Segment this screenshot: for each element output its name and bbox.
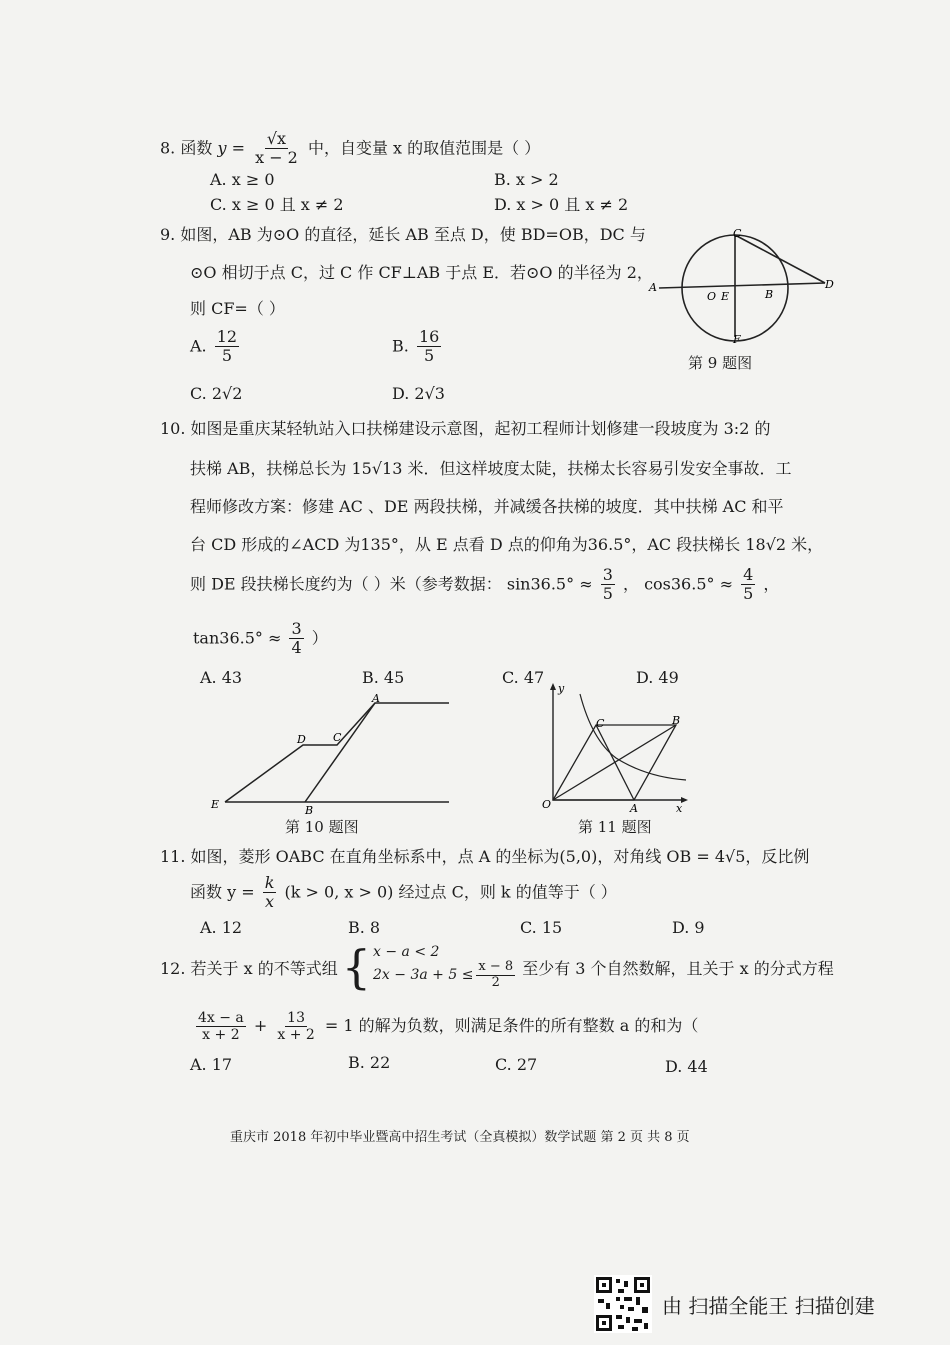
q11-label-y: y [558, 682, 565, 695]
q11-label-o: O [542, 798, 552, 811]
q8-option-b: B. x > 2 [494, 170, 559, 189]
q9-label-c: C [733, 227, 742, 240]
q12-line-2b: = 1 的解为负数，则满足条件的所有整数 a 的和为（ [324, 1016, 699, 1036]
q9-option-b [392, 328, 444, 366]
q12-line-1 [160, 940, 834, 995]
q11-line-1: 11. 如图，菱形 OABC 在直角坐标系中，点 A 的坐标为(5,0)，对角线 OB = 4√5，反比例 [160, 847, 810, 866]
q8-frac-denominator: x − 2 [255, 148, 298, 168]
q8-func-y: y = [217, 138, 245, 158]
q12-line-2 [193, 1010, 698, 1043]
q12-system-line-1: x − a < 2 [373, 944, 440, 960]
q9-option-d: D. 2√3 [392, 384, 445, 403]
q10-label-e: E [211, 798, 220, 811]
q12-option-a: A. 17 [190, 1055, 233, 1074]
q12-system-line-2a: 2x − 3a + 5 ≤ [373, 967, 474, 984]
q10-line-3: 程师修改方案：修建 AC 、DE 两段扶梯，并减缓各扶梯的坡度．其中扶梯 AC 和平 [190, 497, 784, 516]
q12-system-line-2 [373, 960, 518, 991]
q11-option-a: A. 12 [200, 918, 243, 937]
q10-sin-num: 3 [602, 565, 613, 584]
qr-code-icon [594, 1275, 652, 1333]
q11-line-2a: 函数 y = [190, 882, 255, 902]
q11-option-c: C. 15 [520, 918, 563, 937]
q12-option-c: C. 27 [495, 1055, 538, 1074]
q12-option-b: B. 22 [348, 1053, 391, 1072]
q10-line-4: 台 CD 形成的∠ACD 为135°，从 E 点看 D 点的仰角为36.5°，AC 段扶梯长 18√2 米， [190, 535, 824, 554]
q11-diagonal-ac [596, 725, 634, 800]
q9-label-d: D [825, 278, 834, 291]
q11-hyperbola [580, 694, 686, 780]
q12-eq-num-1: 4x − a [198, 1010, 244, 1026]
q11-y-arrow [550, 683, 556, 690]
q11-label-a: A [630, 802, 638, 815]
q12-line-1b: 至少有 3 个自然数解，且关于 x 的分式方程 [522, 958, 834, 978]
q10-figure-caption: 第 10 题图 [285, 818, 359, 836]
q11-line-2 [190, 874, 617, 912]
q9-option-b-frac [417, 328, 441, 366]
q9-label-f: F [733, 333, 741, 346]
q11-option-d: D. 9 [672, 918, 705, 937]
q10-tan-frac [289, 620, 303, 658]
q12-system-frac [476, 960, 515, 991]
q10-sin-frac [601, 566, 615, 604]
q9-option-b-label: B. [392, 336, 409, 356]
q10-line-1: 10. 如图是重庆某轻轨站入口扶梯建设示意图，起初工程师计划修建一段坡度为 3:2 的 [160, 419, 771, 438]
q12-system-den: 2 [491, 974, 500, 990]
q12-eq-den-2: x + 2 [277, 1027, 315, 1044]
q8-stem-text: 8. 函数 [160, 138, 213, 158]
q12-system [373, 944, 518, 991]
q9-option-a-num: 12 [216, 327, 238, 346]
q10-line-5c: ， [763, 574, 780, 594]
q10-label-d: D [297, 733, 306, 746]
q10-option-d: D. 49 [636, 668, 679, 687]
q12-system-num: x − 8 [478, 959, 514, 974]
q10-cos-num: 4 [743, 565, 754, 584]
q9-figure [645, 225, 845, 350]
q10-label-a: A [372, 692, 380, 705]
q11-func-num: k [264, 873, 275, 892]
watermark-text: 由 扫描全能王 扫描创建 [662, 1294, 875, 1318]
q8-stem [160, 130, 540, 168]
q10-tan-den: 4 [291, 638, 302, 658]
q10-label-c: C [333, 731, 342, 744]
q11-line-2b: (k > 0, x > 0) 经过点 C，则 k 的值等于（ ） [284, 882, 617, 902]
q10-line-6 [193, 620, 328, 658]
q10-sin-den: 5 [602, 584, 613, 604]
q10-line-2: 扶梯 AB，扶梯总长为 15√13 米．但这样坡度太陡，扶梯太长容易引发安全事故．工 [190, 459, 792, 478]
q9-tangent-cd [735, 235, 825, 283]
q10-option-c: C. 47 [502, 668, 545, 687]
q11-option-b: B. 8 [348, 918, 381, 937]
q9-label-o: O [707, 290, 717, 303]
q8-fraction [253, 130, 300, 168]
q8-option-c: C. x ≥ 0 且 x ≠ 2 [210, 195, 344, 214]
q11-figure [536, 680, 696, 815]
q12-eq-den-1: x + 2 [202, 1027, 240, 1044]
q10-tan-num: 3 [291, 619, 302, 638]
q9-label-a: A [649, 281, 657, 294]
q9-option-c: C. 2√2 [190, 384, 243, 403]
q10-line-5b: ， cos36.5° ≈ [622, 574, 733, 594]
q9-option-a-den: 5 [221, 346, 232, 366]
q11-label-x: x [676, 802, 683, 815]
q10-cos-frac [741, 566, 755, 604]
q10-line-6b: ） [311, 628, 328, 648]
q10-line-5a: 则 DE 段扶梯长度约为（ ）米（参考数据： sin36.5° ≈ [190, 574, 593, 594]
q11-func-frac [263, 874, 277, 912]
q10-line-6a: tan36.5° ≈ [193, 628, 282, 648]
q9-line-ad [659, 283, 825, 288]
q9-option-b-num: 16 [418, 327, 440, 346]
q12-eq-num-2: 13 [287, 1010, 305, 1026]
q10-option-a: A. 43 [200, 668, 243, 687]
q12-line-1a: 12. 若关于 x 的不等式组 [160, 958, 338, 978]
q11-figure-caption: 第 11 题图 [578, 818, 652, 836]
q10-label-b: B [305, 804, 314, 817]
q9-option-a-frac [215, 328, 239, 366]
q10-line-5 [190, 566, 779, 604]
q12-brace: { [341, 940, 372, 995]
q9-option-a-label: A. [190, 336, 207, 356]
q9-figure-caption: 第 9 题图 [688, 354, 753, 372]
q9-line-1: 9. 如图，AB 为⊙O 的直径，延长 AB 至点 D，使 BD=OB，DC 与 [160, 225, 646, 244]
q8-option-a: A. x ≥ 0 [210, 170, 275, 189]
q11-func-den: x [265, 892, 275, 912]
q8-stem-text-2: 中，自变量 x 的取值范围是（ ） [307, 138, 541, 158]
q9-option-b-den: 5 [424, 346, 435, 366]
q12-eq-frac-2 [275, 1010, 316, 1043]
q8-frac-numerator: √x [266, 129, 287, 148]
q8-option-d: D. x > 0 且 x ≠ 2 [494, 195, 629, 214]
q9-line-3: 则 CF=（ ） [190, 299, 285, 318]
q12-eq-frac-1 [196, 1010, 246, 1043]
q10-option-b: B. 45 [362, 668, 405, 687]
q12-eq-plus: + [253, 1016, 268, 1036]
q9-label-b: B [765, 288, 774, 301]
q10-escalator-path [225, 703, 449, 802]
q9-option-a [190, 328, 242, 366]
q12-option-d: D. 44 [665, 1057, 708, 1076]
q10-line-ab [305, 703, 375, 802]
q10-figure [205, 690, 455, 820]
page-footer: 重庆市 2018 年初中毕业暨高中招生考试（全真模拟）数学试题 第 2 页 共 8 页 [230, 1130, 690, 1145]
q9-label-e: E [721, 290, 730, 303]
q9-line-2: ⊙O 相切于点 C，过 C 作 CF⊥AB 于点 E．若⊙O 的半径为 2， [190, 263, 653, 282]
q10-cos-den: 5 [743, 584, 754, 604]
q11-label-b: B [672, 714, 681, 727]
q11-label-c: C [596, 717, 605, 730]
